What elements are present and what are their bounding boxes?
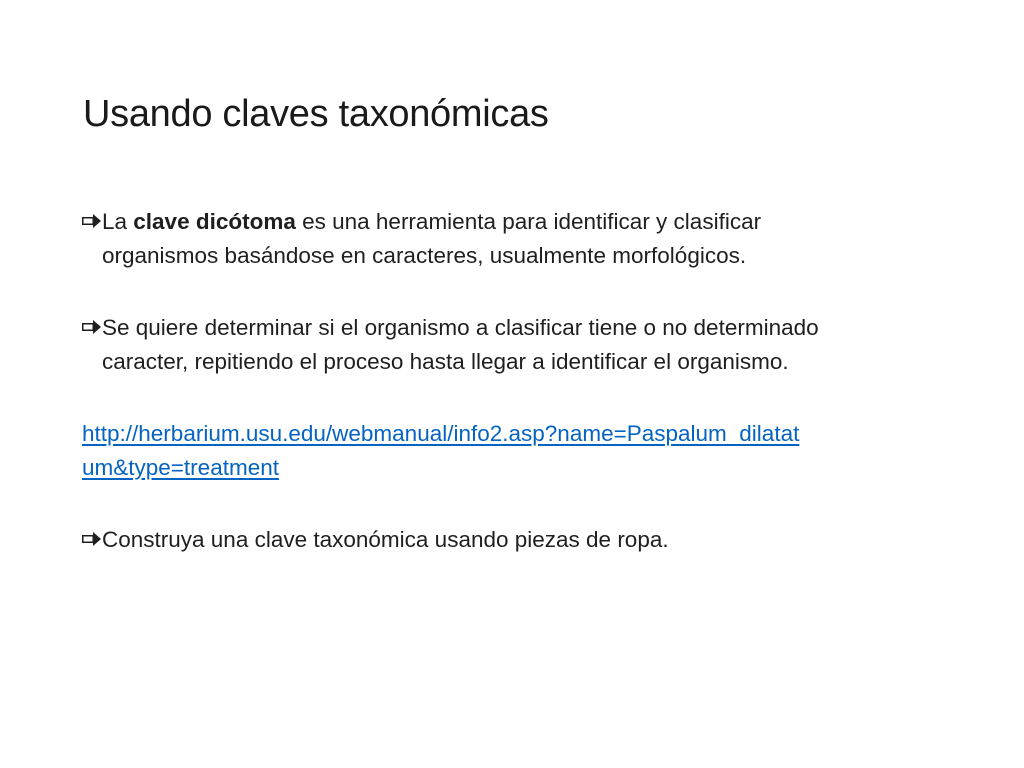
bullet-item-1-line-1: La clave dicótoma es una herramienta para identificar y clasificar [102, 209, 762, 234]
slide-title: Usando claves taxonómicas [83, 93, 549, 135]
bullet-item-2 [82, 311, 952, 379]
link-line-1[interactable]: http://herbarium.usu.edu/webmanual/info2.asp?name=Paspalum_dilatat [82, 421, 800, 446]
slide-content [82, 205, 952, 595]
bullet-item-2-line-2: caracter, repitiendo el proceso hasta llegar a identificar el organismo. [102, 349, 789, 374]
arrow-bullet-icon [82, 214, 102, 228]
bullet-item-3-line-1: Construya una clave taxonómica usando piezas de ropa. [102, 527, 669, 552]
arrow-bullet-icon [82, 532, 102, 546]
link-line-2[interactable]: um&type=treatment [82, 455, 279, 480]
bullet-item-3 [82, 523, 952, 557]
bullet-item-1-line-2: organismos basándose en caracteres, usualmente morfológicos. [102, 243, 747, 268]
reference-link[interactable] [82, 417, 952, 485]
herbarium-link[interactable] [82, 417, 952, 485]
bullet-item-2-line-1: Se quiere determinar si el organismo a clasificar tiene o no determinado [102, 315, 819, 340]
bold-term: clave dicótoma [133, 209, 296, 234]
arrow-bullet-icon [82, 320, 102, 334]
bullet-item-1 [82, 205, 952, 273]
